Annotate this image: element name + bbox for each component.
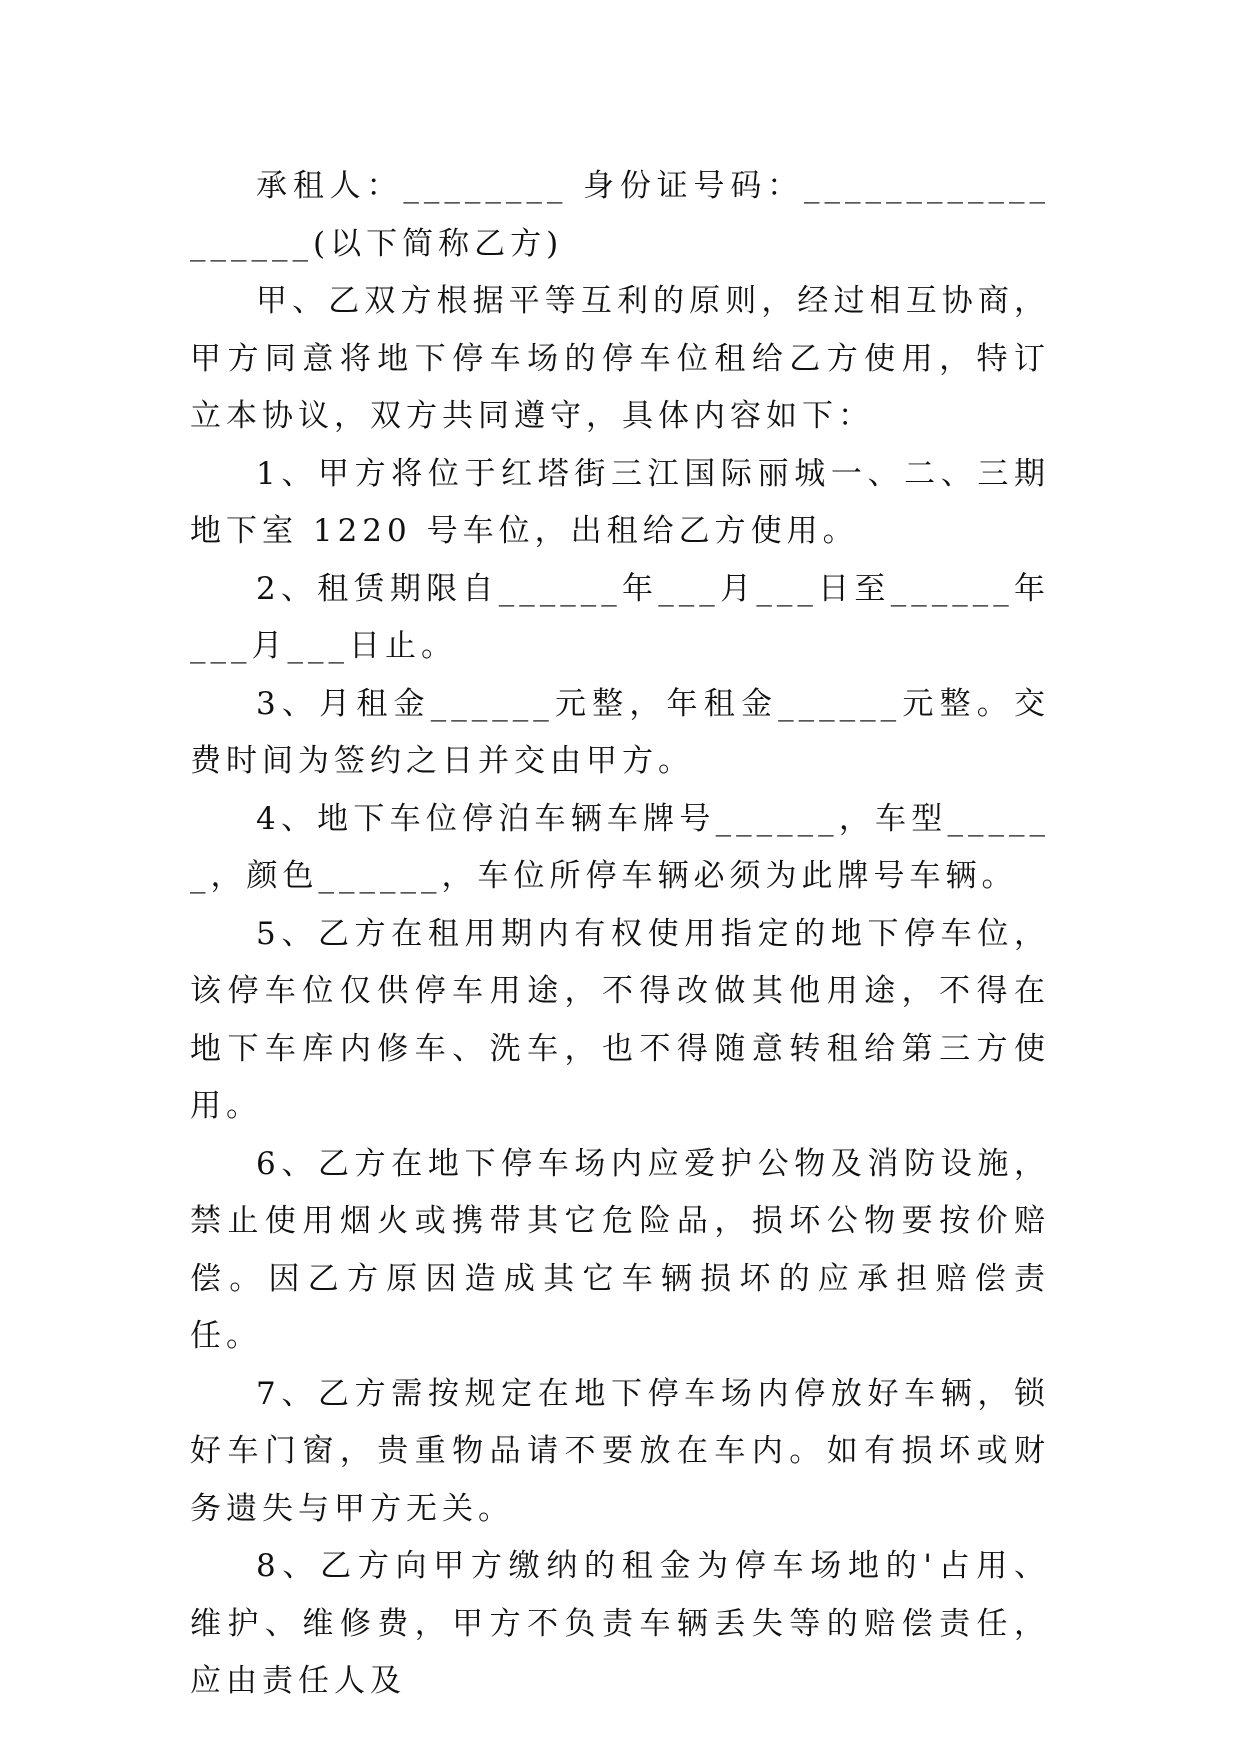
clause-8-paragraph: 8、乙方向甲方缴纳的租金为停车场地的'占用、维护、维修费，甲方不负责车辆丢失等的赔偿责任，应由责任人及 bbox=[190, 1548, 1050, 1699]
clause-7-paragraph: 7、乙方需按规定在地下停车场内停放好车辆，锁好车门窗，贵重物品请不要放在车内。如有损坏或财务遗失与甲方无关。 bbox=[190, 1375, 1050, 1527]
document-body bbox=[190, 158, 1050, 1711]
lessee-info-paragraph: 承租人：________ 身份证号码：__________________(以下简称乙方) bbox=[190, 168, 1050, 262]
clause-2-paragraph: 2、租赁期限自______年___月___日至______年___月___日止。 bbox=[190, 570, 1050, 664]
intro-paragraph: 甲、乙双方根据平等互利的原则，经过相互协商，甲方同意将地下停车场的停车位租给乙方使用，特订立本协议，双方共同遵守，具体内容如下： bbox=[190, 283, 1050, 434]
clause-4-paragraph: 4、地下车位停泊车辆车牌号______，车型______，颜色______，车位所停车辆必须为此牌号车辆。 bbox=[190, 800, 1050, 894]
clause-1-paragraph: 1、甲方将位于红塔街三江国际丽城一、二、三期地下室 1220 号车位，出租给乙方使用。 bbox=[190, 455, 1050, 549]
clause-3-paragraph: 3、月租金______元整，年租金______元整。交费时间为签约之日并交由甲方。 bbox=[190, 685, 1050, 779]
clause-6-paragraph: 6、乙方在地下停车场内应爱护公物及消防设施，禁止使用烟火或携带其它危险品，损坏公物要按价赔偿。因乙方原因造成其它车辆损坏的应承担赔偿责任。 bbox=[190, 1145, 1050, 1354]
clause-5-paragraph: 5、乙方在租用期内有权使用指定的地下停车位，该停车位仅供停车用途，不得改做其他用途，不得在地下车库内修车、洗车，也不得随意转租给第三方使用。 bbox=[190, 915, 1050, 1124]
